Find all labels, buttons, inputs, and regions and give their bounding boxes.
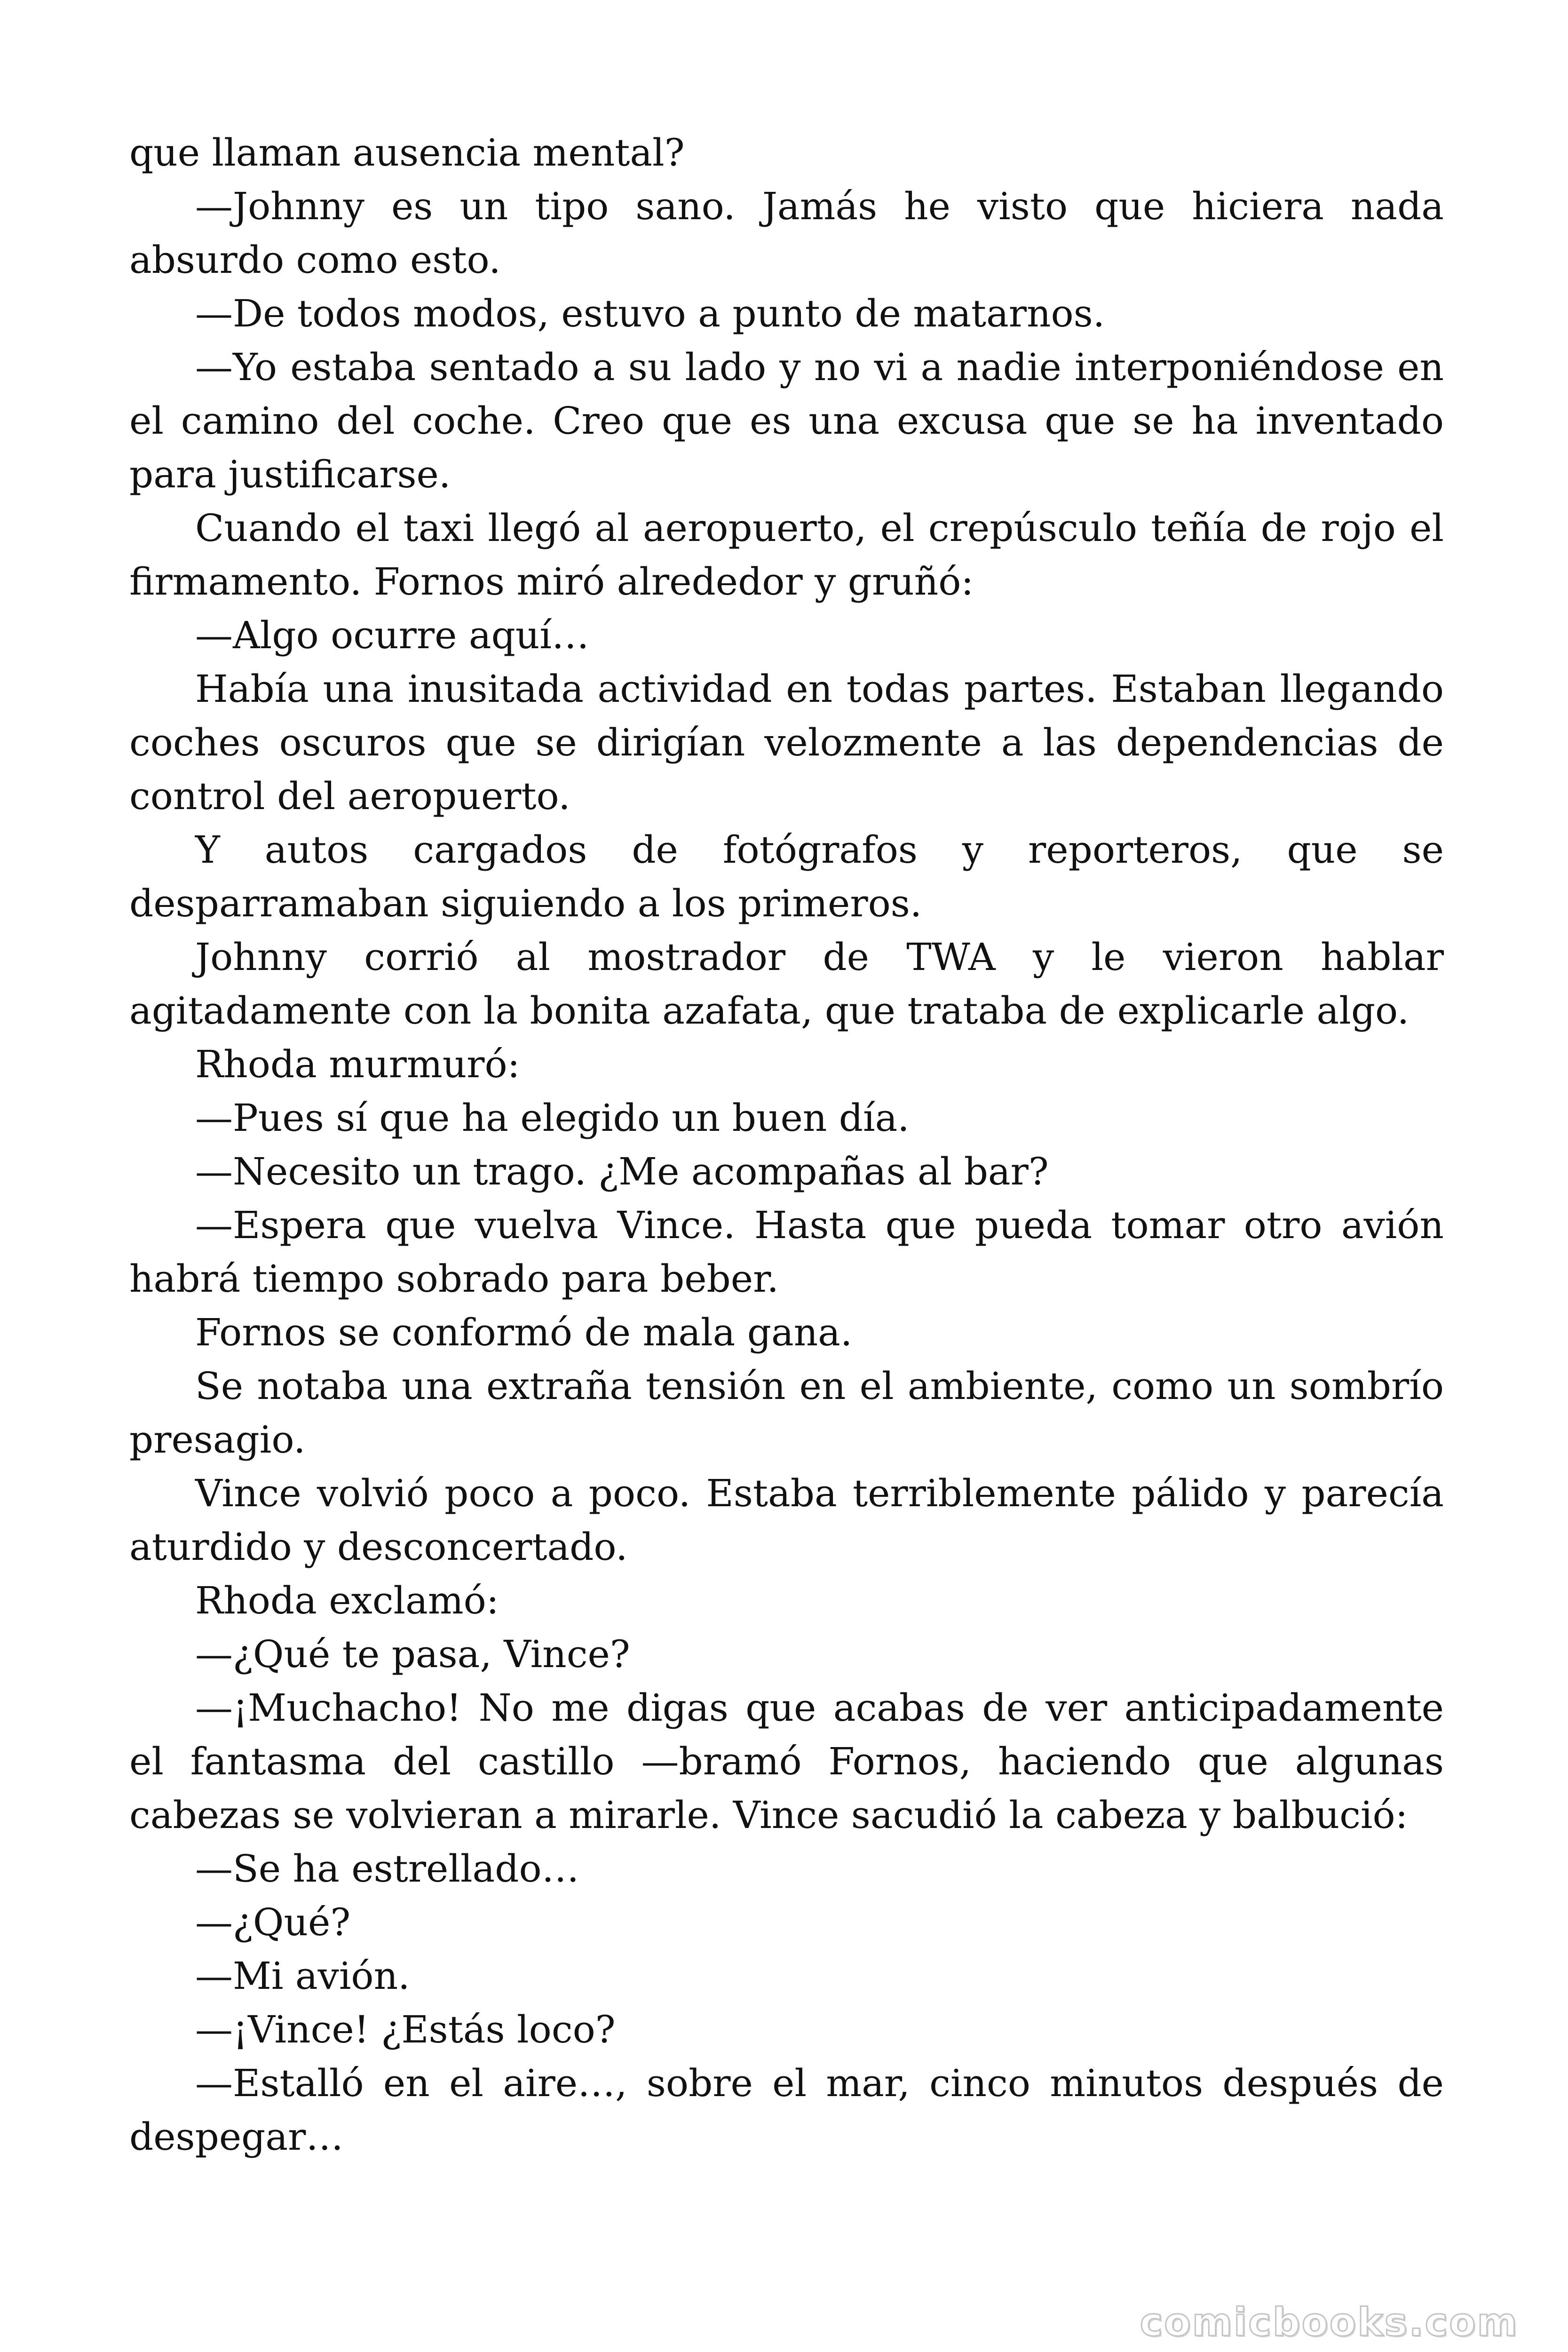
paragraph: —¿Qué te pasa, Vince?: [195, 1632, 630, 1676]
paragraph: —¡Muchacho! No me digas que acabas de ver anticipadamente el fantasma del castillo —bramó Fornos, haciendo que algunas cabezas se volvieran a mirarle. Vince sacudió la cabeza y balbució:: [129, 1686, 1444, 1837]
watermark: comicbooks.com: [1140, 2300, 1519, 2345]
paragraph: —Algo ocurre aquí…: [195, 613, 589, 657]
paragraph: —Estalló en el aire…, sobre el mar, cinco minutos después de despegar…: [129, 2061, 1444, 2159]
paragraph: Rhoda murmuró:: [195, 1042, 520, 1086]
paragraph: —Johnny es un tipo sano. Jamás he visto que hiciera nada absurdo como esto.: [129, 184, 1444, 282]
paragraph: —Se ha estrellado…: [195, 1847, 579, 1891]
paragraph: Había una inusitada actividad en todas partes. Estaban llegando coches oscuros que se dirigían velozmente a las dependencias de control del aeropuerto.: [129, 667, 1444, 818]
paragraph: Cuando el taxi llegó al aeropuerto, el crepúsculo teñía de rojo el firmamento. Fornos miró alrededor y gruñó:: [129, 506, 1444, 604]
paragraph: Y autos cargados de fotógrafos y reporteros, que se desparramaban siguiendo a los primeros.: [129, 828, 1444, 925]
paragraph: Vince volvió poco a poco. Estaba terriblemente pálido y parecía aturdido y desconcertado.: [129, 1471, 1444, 1569]
paragraph: Johnny corrió al mostrador de TWA y le vieron hablar agitadamente con la bonita azafata, que trataba de explicarle algo.: [129, 935, 1444, 1033]
paragraph: Se notaba una extraña tensión en el ambiente, como un sombrío presagio.: [129, 1364, 1444, 1462]
paragraph: —Pues sí que ha elegido un buen día.: [195, 1096, 910, 1140]
paragraph: que llaman ausencia mental?: [129, 131, 685, 175]
paragraph: —Necesito un trago. ¿Me acompañas al bar?: [195, 1150, 1049, 1193]
paragraph: —¿Qué?: [195, 1900, 351, 1944]
paragraph: —¡Vince! ¿Estás loco?: [195, 2008, 616, 2051]
paragraph: Fornos se conformó de mala gana.: [195, 1311, 853, 1354]
paragraph: —De todos modos, estuvo a punto de matarnos.: [195, 292, 1105, 335]
paragraph: —Espera que vuelva Vince. Hasta que pueda tomar otro avión habrá tiempo sobrado para beber.: [129, 1203, 1444, 1301]
paragraph: —Yo estaba sentado a su lado y no vi a nadie interponiéndose en el camino del coche. Creo que es una excusa que se ha inventado para justificarse.: [129, 345, 1444, 496]
page-body: [129, 126, 1444, 2164]
paragraph: Rhoda exclamó:: [195, 1579, 499, 1622]
paragraph: —Mi avión.: [195, 1954, 410, 1998]
